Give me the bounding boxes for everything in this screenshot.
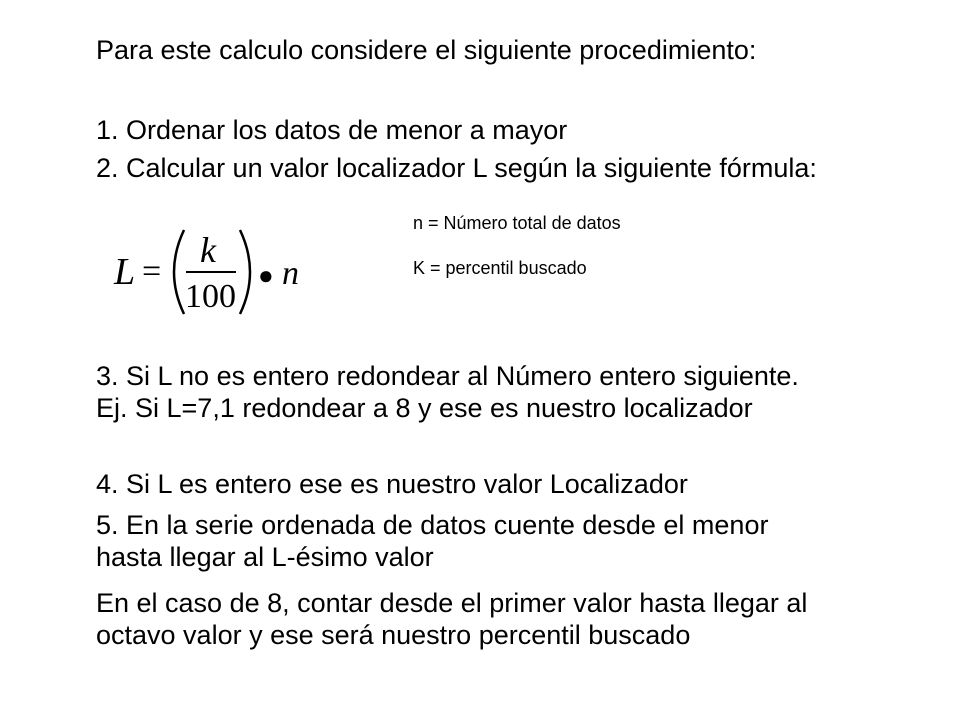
formula-numerator: k <box>200 230 216 270</box>
example-paragraph: En el caso de 8, contar desde el primer valor hasta llegar al octavo valor y ese será nuestro percentil buscado <box>96 588 808 650</box>
step-3: 3. Si L no es entero redondear al Número entero siguiente. Ej. Si L=7,1 redondear a 8 y ese es nuestro localizador <box>96 361 799 423</box>
formula-operator: ● <box>258 261 274 290</box>
step-2: 2. Calcular un valor localizador L según la siguiente fórmula: <box>96 153 817 183</box>
step-5: 5. En la serie ordenada de datos cuente desde el menor hasta llegar al L-ésimo valor <box>96 510 769 572</box>
formula-right-paren <box>240 230 250 314</box>
locator-formula <box>112 222 312 322</box>
step-4: 4. Si L es entero ese es nuestro valor Localizador <box>96 469 688 499</box>
formula-left-paren <box>174 230 184 314</box>
formula-equals: = <box>142 253 162 290</box>
intro-paragraph: Para este calculo considere el siguiente procedimiento: <box>96 35 757 65</box>
formula-lhs: L <box>114 251 136 293</box>
step-1: 1. Ordenar los datos de menor a mayor <box>96 115 568 145</box>
formula-variable: n <box>282 255 299 292</box>
formula-denominator: 100 <box>185 278 236 315</box>
note-k-definition: K = percentil buscado <box>413 258 587 278</box>
note-n-definition: n = Número total de datos <box>413 213 621 233</box>
